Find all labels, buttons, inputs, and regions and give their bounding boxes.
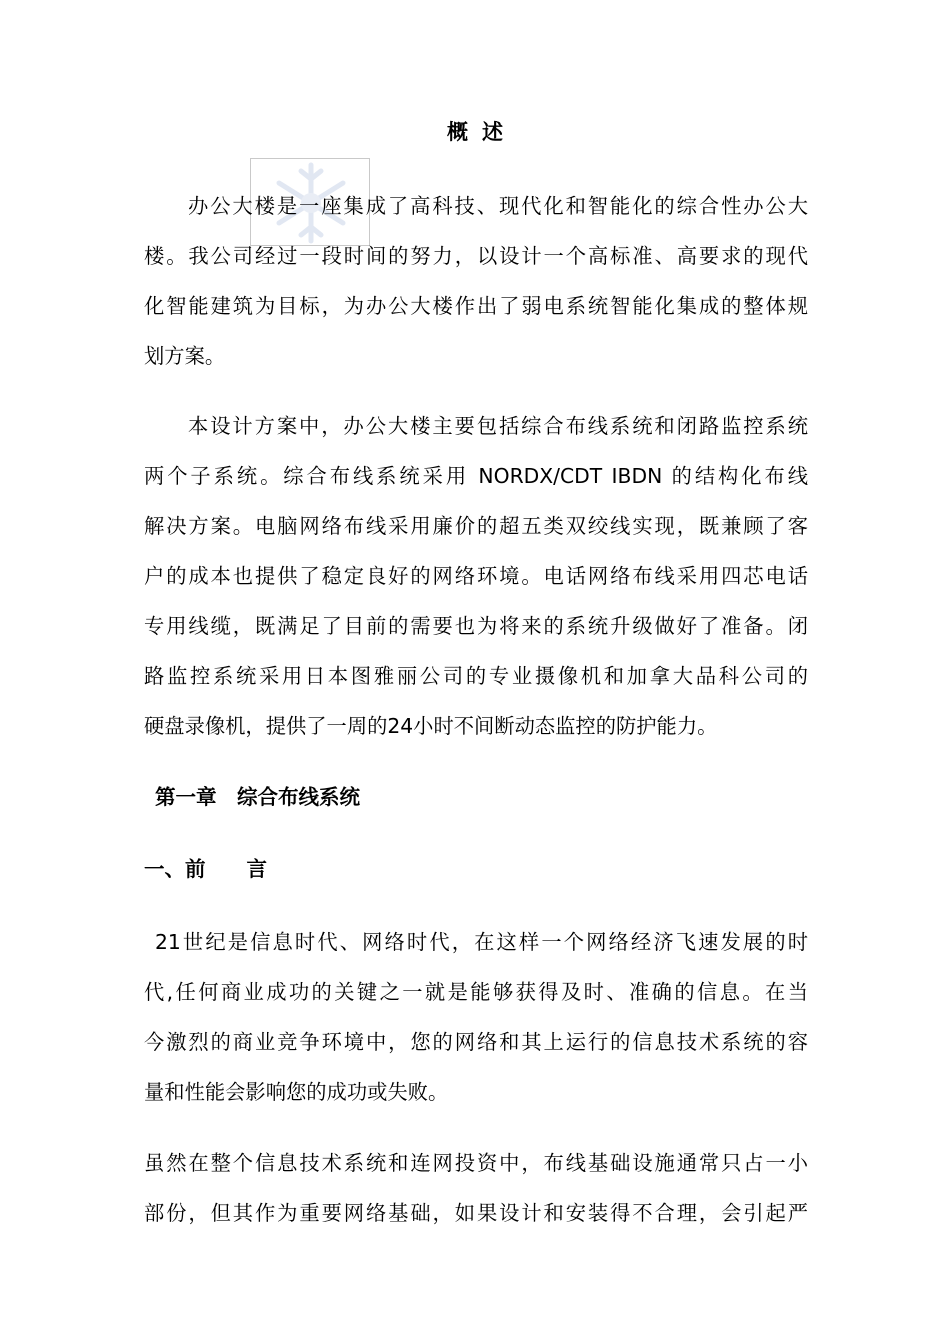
text-line: 办公大楼是一座集成了高科技、现代化和智能化的综合性办公大 (188, 194, 808, 218)
text-line: 划方案。 (144, 344, 226, 368)
text-line: 户的成本也提供了稳定良好的网络环境。电话网络布线采用四芯电话 (144, 564, 808, 588)
text-line: 两个子系统。综合布线系统采用 NORDX/CDT IBDN 的结构化布线 (144, 464, 808, 488)
paragraph-overview-2 (144, 401, 808, 751)
section-heading: 一、前 言 (144, 857, 267, 881)
paragraph-foreword-2 (144, 1138, 808, 1238)
text-line: 化智能建筑为目标，为办公大楼作出了弱电系统智能化集成的整体规 (144, 294, 808, 318)
text-line: 解决方案。电脑网络布线采用廉价的超五类双绞线实现，既兼顾了客 (144, 514, 808, 538)
text-line: 专用线缆，既满足了目前的需要也为将来的系统升级做好了准备。闭 (144, 614, 808, 638)
text-line: 硬盘录像机，提供了一周的24小时不间断动态监控的防护能力。 (144, 714, 718, 738)
text-line: 本设计方案中，办公大楼主要包括综合布线系统和闭路监控系统 (188, 414, 808, 438)
chapter-heading: 第一章 综合布线系统 (155, 785, 360, 809)
paragraph-overview-1 (144, 181, 808, 381)
page-title: 概述 (447, 120, 517, 144)
text-line: 路监控系统采用日本图雅丽公司的专业摄像机和加拿大品科公司的 (144, 664, 808, 688)
text-line: 虽然在整个信息技术系统和连网投资中，布线基础设施通常只占一小 (144, 1151, 808, 1175)
text-line: 今激烈的商业竞争环境中，您的网络和其上运行的信息技术系统的容 (144, 1030, 808, 1054)
text-line: 量和性能会影响您的成功或失败。 (144, 1080, 449, 1104)
paragraph-foreword-1 (144, 917, 808, 1117)
text-line: 代,任何商业成功的关键之一就是能够获得及时、准确的信息。在当 (144, 980, 808, 1004)
text-line: 21世纪是信息时代、网络时代，在这样一个网络经济飞速发展的时 (155, 930, 808, 954)
text-line: 部份，但其作为重要网络基础，如果设计和安装得不合理，会引起严 (144, 1201, 808, 1225)
text-line: 楼。我公司经过一段时间的努力，以设计一个高标准、高要求的现代 (144, 244, 808, 268)
